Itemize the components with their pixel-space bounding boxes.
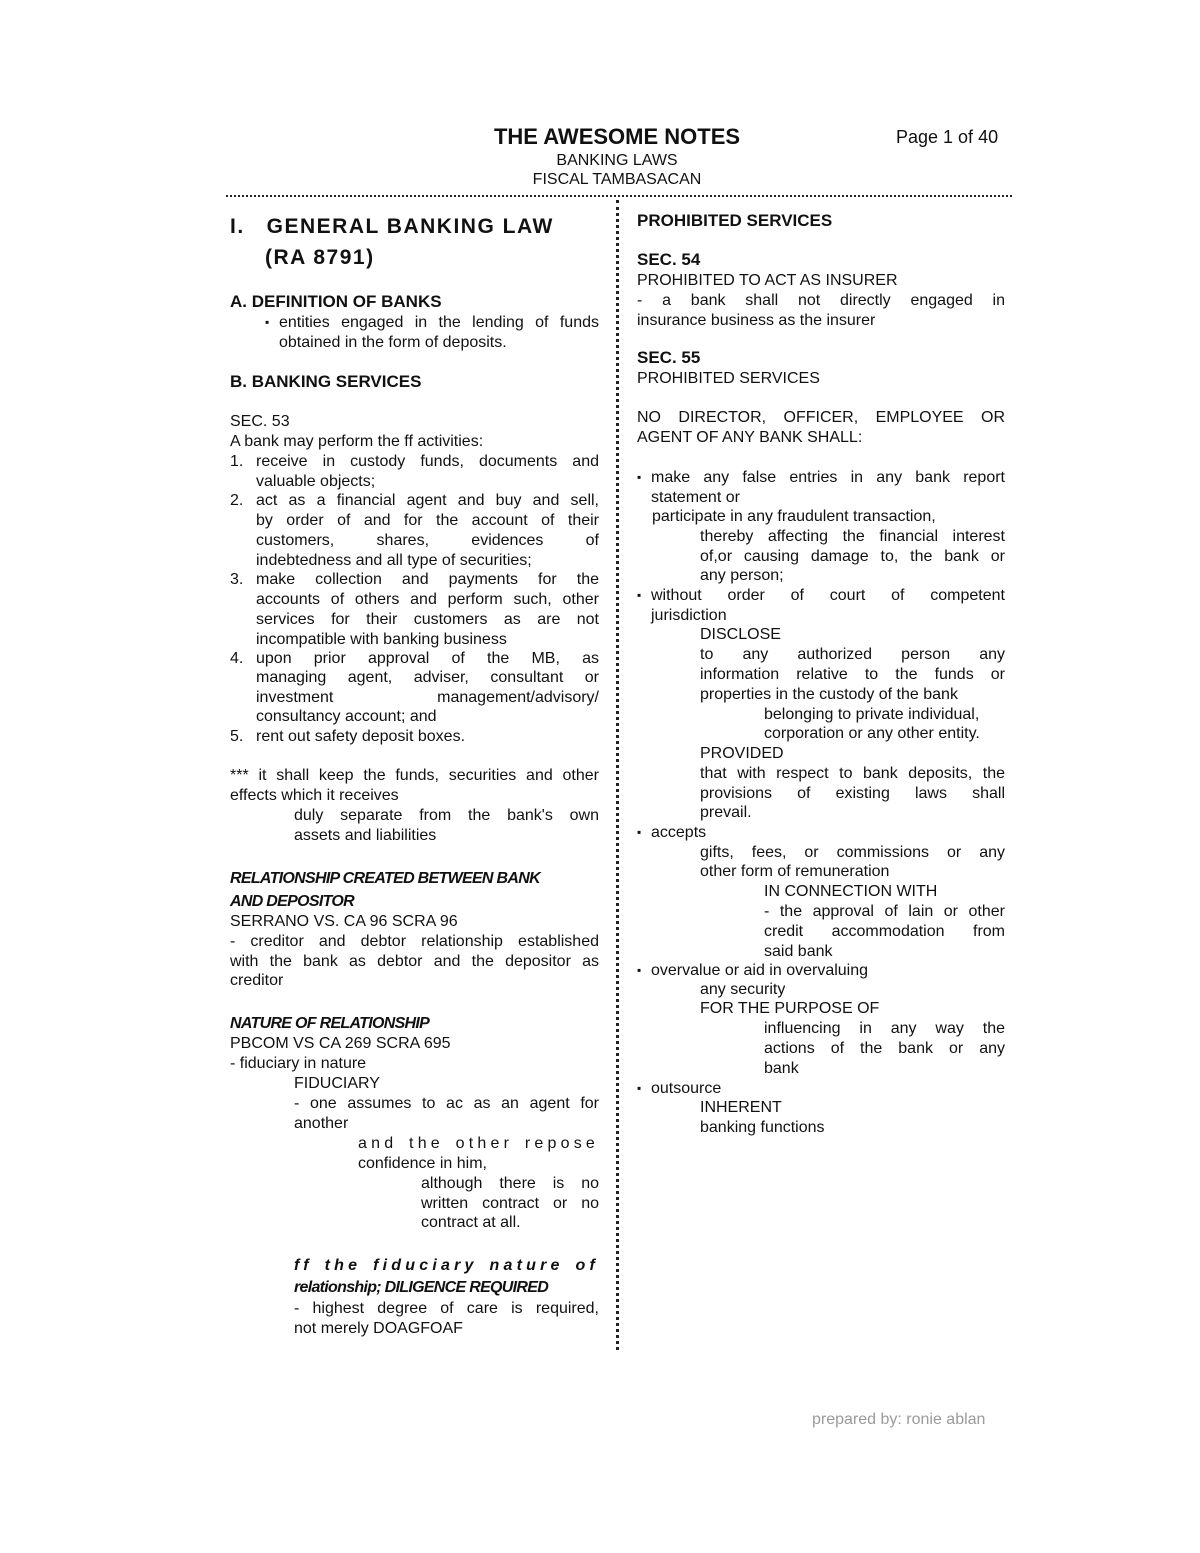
prohibited-item-3-cont: credit accommodation from [764,923,1005,940]
sec-55-intro: NO DIRECTOR, OFFICER, EMPLOYEE OR [637,409,1005,426]
list-number: 1. [230,453,244,470]
diligence-title-cont: relationship; DILIGENCE REQUIRED [294,1279,549,1296]
service-item-3: make collection and payments for the [256,571,599,588]
service-item-2-cont: indebtedness and all type of securities; [256,552,532,569]
nature-case: PBCOM VS CA 269 SCRA 695 [230,1035,451,1052]
prohibited-item-2-cont: DISCLOSE [700,626,781,643]
prohibited-item-1: ▪ make any false entries in any bank report [651,468,1005,488]
prepared-by: prepared by: ronie ablan [812,1411,986,1428]
relationship-title-cont: AND DEPOSITOR [230,893,354,910]
sec-55-intro-cont: AGENT OF ANY BANK SHALL: [637,429,863,446]
relationship-case: SERRANO VS. CA 96 SCRA 96 [230,913,458,930]
section-title-definition: A. DEFINITION OF BANKS [230,292,442,311]
prohibited-item-4-cont: actions of the bank or any [764,1040,1005,1057]
definition-bullet-cont: obtained in the form of deposits. [279,334,507,351]
diligence-desc-cont: not merely DOAGFOAF [294,1320,463,1337]
prohibited-item-5-cont: INHERENT [700,1099,782,1116]
prohibited-item-4-cont: influencing in any way the [764,1020,1005,1037]
header-divider [226,195,1012,197]
services-note-cont: effects which it receives [230,787,399,804]
prohibited-item-1-cont: participate in any fraudulent transaction, [652,508,936,525]
prohibited-item-2-cont: information relative to the funds or [700,666,1005,683]
prohibited-item-4-cont: FOR THE PURPOSE OF [700,1000,880,1017]
sec-55-title: PROHIBITED SERVICES [637,370,820,387]
list-number: 5. [230,728,244,745]
nature-title: NATURE OF RELATIONSHIP [230,1015,430,1032]
prohibited-item-3-cont: - the approval of lain or other [764,903,1005,920]
prohibited-item-5: ▪ outsource [651,1079,721,1099]
prohibited-item-3-cont: other form of remuneration [700,863,890,880]
fiduciary-desc-cont: contract at all. [421,1214,521,1231]
sec-55-label: SEC. 55 [637,348,701,367]
service-item-1: receive in custody funds, documents and [256,453,599,470]
prohibited-item-2-cont: provisions of existing laws shall [700,785,1005,802]
service-item-2: act as a financial agent and buy and sell, [256,492,599,509]
services-note-cont: duly separate from the bank's own [294,807,599,824]
sec-54-desc: - a bank shall not directly engaged in [637,292,1005,309]
service-item-3-cont: services for their customers as are not [256,611,599,628]
prohibited-item-1-cont: thereby affecting the financial interest [700,528,1005,545]
prohibited-item-5-cont: banking functions [700,1119,825,1136]
fiduciary-desc: - one assumes to ac as an agent for [294,1095,599,1112]
relationship-desc-cont: creditor [230,972,284,989]
fiduciary-desc-cont: another [294,1115,349,1132]
document-author: FISCAL TAMBASACAN [532,171,702,188]
sec-53-label: SEC. 53 [230,413,290,430]
service-item-3-cont: incompatible with banking business [256,631,507,648]
prohibited-item-1-cont: of,or causing damage to, the bank or [700,548,1005,565]
prohibited-item-2-cont: corporation or any other entity. [764,725,980,742]
chapter-heading-line1: I. GENERAL BANKING LAW [230,215,554,238]
section-title-services: B. BANKING SERVICES [230,372,422,391]
document-subject: BANKING LAWS [556,152,678,169]
fiduciary-desc-cont: and the other repose [358,1135,599,1152]
prohibited-item-2-cont: PROVIDED [700,745,784,762]
relationship-title: RELATIONSHIP CREATED BETWEEN BANK [230,870,540,887]
service-item-4: upon prior approval of the MB, as [256,650,599,667]
prohibited-item-3-cont: IN CONNECTION WITH [764,883,938,900]
prohibited-item-3-cont: gifts, fees, or commissions or any [700,844,1005,861]
prohibited-item-4: ▪ overvalue or aid in overvaluing [651,961,868,981]
service-item-4-cont: investment management/advisory/ [256,689,599,706]
prohibited-item-1-cont: any person; [700,567,784,584]
prohibited-item-2: ▪ without order of court of competent [651,586,1005,606]
relationship-desc-cont: with the bank as debtor and the depositor as [230,953,599,970]
services-note-cont: assets and liabilities [294,827,437,844]
prohibited-services-title: PROHIBITED SERVICES [637,211,833,230]
list-number: 3. [230,571,244,588]
prohibited-item-2-cont: belonging to private individual, [764,706,980,723]
service-item-2-cont: by order of and for the account of their [256,512,599,529]
list-number: 4. [230,650,244,667]
list-number: 2. [230,492,244,509]
prohibited-item-2-cont: to any authorized person any [700,646,1005,663]
prohibited-item-2-cont: that with respect to bank deposits, the [700,765,1005,782]
sec-54-desc-cont: insurance business as the insurer [637,312,876,329]
chapter-heading [230,211,600,273]
service-item-4-cont: consultancy account; and [256,708,437,725]
diligence-desc: - highest degree of care is required, [294,1300,599,1317]
prohibited-item-3: ▪ accepts [651,823,706,843]
service-item-2-cont: customers, shares, evidences of [256,532,599,549]
fiduciary-desc-cont: written contract or no [421,1195,599,1212]
diligence-title: ff the fiduciary nature of [294,1257,599,1274]
sec-54-title: PROHIBITED TO ACT AS INSURER [637,272,898,289]
prohibited-item-2-cont: prevail. [700,804,752,821]
sec-54-label: SEC. 54 [637,250,701,269]
prohibited-item-1-cont: statement or [651,489,740,506]
nature-desc: - fiduciary in nature [230,1055,367,1072]
service-item-1-cont: valuable objects; [256,473,376,490]
services-note: *** it shall keep the funds, securities and other [230,767,599,784]
service-item-5: rent out safety deposit boxes. [256,728,466,745]
service-item-4-cont: managing agent, adviser, consultant or [256,669,599,686]
fiduciary-desc-cont: confidence in him, [358,1155,487,1172]
service-item-3-cont: accounts of others and perform such, other [256,591,599,608]
fiduciary-desc-cont: although there is no [421,1175,599,1192]
document-title: THE AWESOME NOTES [493,124,741,149]
chapter-heading-line2: (RA 8791) [265,246,375,269]
page-number: Page 1 of 40 [896,127,999,147]
prohibited-item-2-cont: properties in the custody of the bank [700,686,958,703]
relationship-desc: - creditor and debtor relationship established [230,933,599,950]
column-divider [616,200,619,1350]
fiduciary-label: FIDUCIARY [294,1075,380,1092]
services-intro: A bank may perform the ff activities: [230,433,484,450]
prohibited-item-4-cont: any security [700,981,786,998]
definition-bullet: ▪ entities engaged in the lending of funds [279,313,599,333]
prohibited-item-4-cont: bank [764,1060,799,1077]
prohibited-item-3-cont: said bank [764,943,833,960]
prohibited-item-2-cont: jurisdiction [651,607,727,624]
